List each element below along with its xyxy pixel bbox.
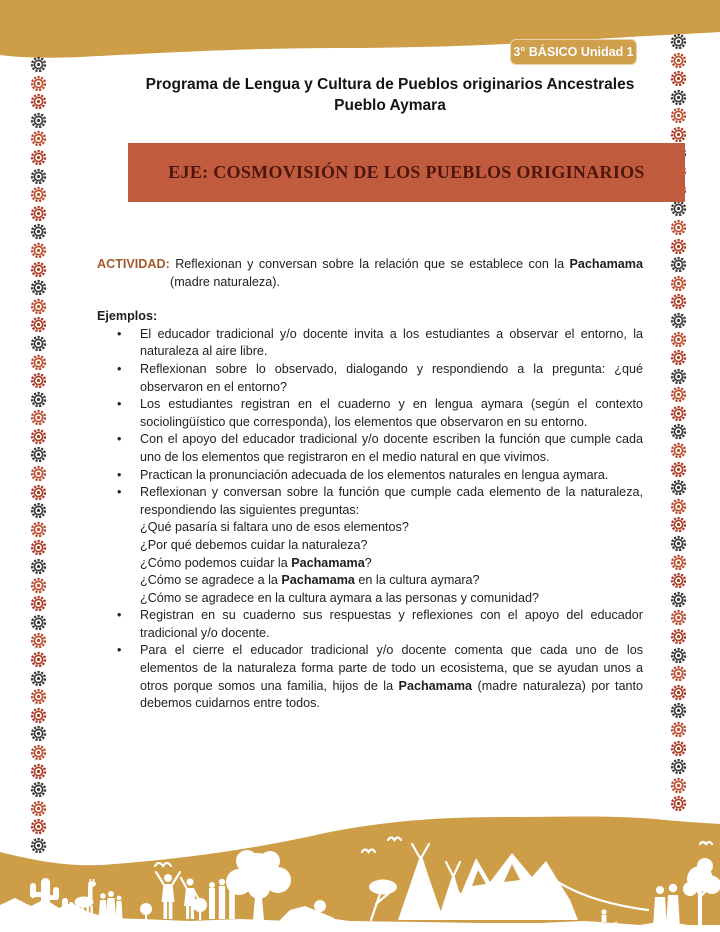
andean-gear-icon: [670, 591, 687, 608]
andean-gear-icon: [30, 539, 47, 556]
andean-gear-icon: [670, 721, 687, 738]
andean-gear-icon: [670, 758, 687, 775]
title-line-1: Programa de Lengua y Cultura de Pueblos originarios Ancestrales: [145, 76, 635, 93]
andean-gear-icon: [670, 368, 687, 385]
andean-gear-icon: [30, 614, 47, 631]
activity-paragraph: [97, 256, 643, 291]
andean-gear-icon: [670, 665, 687, 682]
andean-gear-icon: [30, 725, 47, 742]
andean-gear-icon: [30, 446, 47, 463]
andean-border-left: [30, 56, 47, 854]
andean-gear-icon: [30, 112, 47, 129]
andean-gear-icon: [670, 479, 687, 496]
andean-gear-icon: [30, 372, 47, 389]
andean-gear-icon: [670, 349, 687, 366]
andean-gear-icon: [670, 405, 687, 422]
examples-heading: Ejemplos:: [97, 309, 158, 324]
andean-gear-icon: [670, 219, 687, 236]
andean-gear-icon: [30, 205, 47, 222]
andean-gear-icon: [30, 223, 47, 240]
list-item: • Reflexionan y conversan sobre la función que cumple cada elemento de la naturaleza, respondiendo las siguientes preguntas: ¿Qué pasaría si faltara uno de esos elementos? ¿Por qué debemos cuidar la naturaleza? ¿Cómo podemos cuidar la Pachamama? ¿Cómo se agradece a la Pachamama en la cultura aymara? ¿Cómo se agradece en la cultura aymara a las personas y comunidad?: [97, 484, 643, 607]
andean-gear-icon: [670, 33, 687, 50]
question-line: ¿Cómo podemos cuidar la Pachamama?: [140, 555, 372, 570]
andean-gear-icon: [670, 647, 687, 664]
andean-gear-icon: [30, 168, 47, 185]
andean-gear-icon: [30, 186, 47, 203]
activity-label: ACTIVIDAD:: [97, 257, 170, 271]
title-line-2: Pueblo Aymara: [334, 97, 446, 114]
andean-gear-icon: [670, 126, 687, 143]
andean-gear-icon: [30, 521, 47, 538]
andean-gear-icon: [30, 688, 47, 705]
list-item: • Para el cierre el educador tradicional y/o docente comenta que cada uno de los elementos de la naturaleza forma parte de todo un ecosistema, que se ayudan unos a otros porque somos una familia, hijos de la Pachamama (madre naturaleza) por tanto debemos cuidarnos entre todos.: [97, 642, 643, 712]
andean-gear-icon: [30, 93, 47, 110]
question-line: ¿Cómo se agradece a la Pachamama en la cultura aymara?: [140, 573, 480, 588]
andean-gear-icon: [30, 75, 47, 92]
list-item: • El educador tradicional y/o docente invita a los estudiantes a observar el entorno, la naturaleza al aire libre.: [97, 326, 643, 361]
andean-gear-icon: [30, 409, 47, 426]
unit-badge: 3° BÁSICO Unidad 1: [510, 39, 637, 65]
andean-gear-icon: [670, 740, 687, 757]
andean-gear-icon: [670, 293, 687, 310]
andean-gear-icon: [670, 461, 687, 478]
andean-gear-icon: [670, 609, 687, 626]
andean-gear-icon: [670, 498, 687, 515]
andean-gear-icon: [670, 275, 687, 292]
andean-gear-icon: [30, 130, 47, 147]
andean-gear-icon: [670, 442, 687, 459]
andean-gear-icon: [30, 763, 47, 780]
andean-gear-icon: [30, 56, 47, 73]
eje-banner-title: EJE: COSMOVISIÓN DE LOS PUEBLOS ORIGINARIOS: [168, 162, 645, 182]
andean-gear-icon: [30, 632, 47, 649]
andean-gear-icon: [30, 595, 47, 612]
andean-gear-icon: [670, 238, 687, 255]
andean-gear-icon: [670, 516, 687, 533]
andean-gear-icon: [30, 558, 47, 575]
list-item: • Practican la pronunciación adecuada de los elementos naturales en lengua aymara.: [97, 467, 643, 485]
andean-gear-icon: [670, 256, 687, 273]
andean-gear-icon: [30, 651, 47, 668]
andean-gear-icon: [30, 465, 47, 482]
andean-gear-icon: [670, 628, 687, 645]
andean-gear-icon: [670, 386, 687, 403]
andean-gear-icon: [30, 428, 47, 445]
andean-gear-icon: [30, 577, 47, 594]
andean-gear-icon: [670, 312, 687, 329]
andean-gear-icon: [670, 423, 687, 440]
eje-banner: [128, 143, 685, 202]
content-area: [97, 256, 643, 713]
andean-gear-icon: [30, 261, 47, 278]
andean-gear-icon: [670, 554, 687, 571]
andean-gear-icon: [30, 502, 47, 519]
andean-gear-icon: [30, 335, 47, 352]
list-item: • Con el apoyo del educador tradicional y/o docente escriben la función que cumple cada uno de los elementos que registraron en el medio natural en que vivimos.: [97, 431, 643, 466]
list-item: • Registran en su cuaderno sus respuestas y reflexiones con el apoyo del educador tradicional y/o docente.: [97, 607, 643, 642]
andean-gear-icon: [670, 52, 687, 69]
andean-gear-icon: [30, 354, 47, 371]
andean-gear-icon: [670, 200, 687, 217]
examples-list: [97, 326, 643, 713]
andean-gear-icon: [30, 149, 47, 166]
andean-gear-icon: [30, 279, 47, 296]
document-title: [60, 74, 720, 116]
andean-gear-icon: [670, 702, 687, 719]
andean-gear-icon: [30, 744, 47, 761]
andean-gear-icon: [30, 484, 47, 501]
andean-gear-icon: [670, 331, 687, 348]
question-line: ¿Por qué debemos cuidar la naturaleza?: [140, 537, 368, 552]
andean-gear-icon: [30, 316, 47, 333]
activity-text: Reflexionan y conversan sobre la relación que se establece con la Pachamama (madre naturaleza).: [170, 257, 644, 289]
question-line: ¿Cómo se agradece en la cultura aymara a las personas y comunidad?: [140, 590, 540, 605]
footer-landscape: [0, 782, 720, 932]
list-item: • Los estudiantes registran en el cuaderno y en lengua aymara (según el contexto sociolingüístico que corresponda), los elementos que observaron en su entorno.: [97, 396, 643, 431]
andean-gear-icon: [30, 298, 47, 315]
andean-gear-icon: [30, 707, 47, 724]
andean-gear-icon: [670, 572, 687, 589]
question-line: ¿Qué pasaría si faltara uno de esos elementos?: [140, 520, 409, 535]
andean-gear-icon: [30, 391, 47, 408]
andean-gear-icon: [30, 242, 47, 259]
andean-gear-icon: [30, 670, 47, 687]
list-item: • Reflexionan sobre lo observado, dialogando y respondiendo a la pregunta: ¿qué observaron en el entorno?: [97, 361, 643, 396]
andean-gear-icon: [670, 684, 687, 701]
andean-gear-icon: [670, 535, 687, 552]
